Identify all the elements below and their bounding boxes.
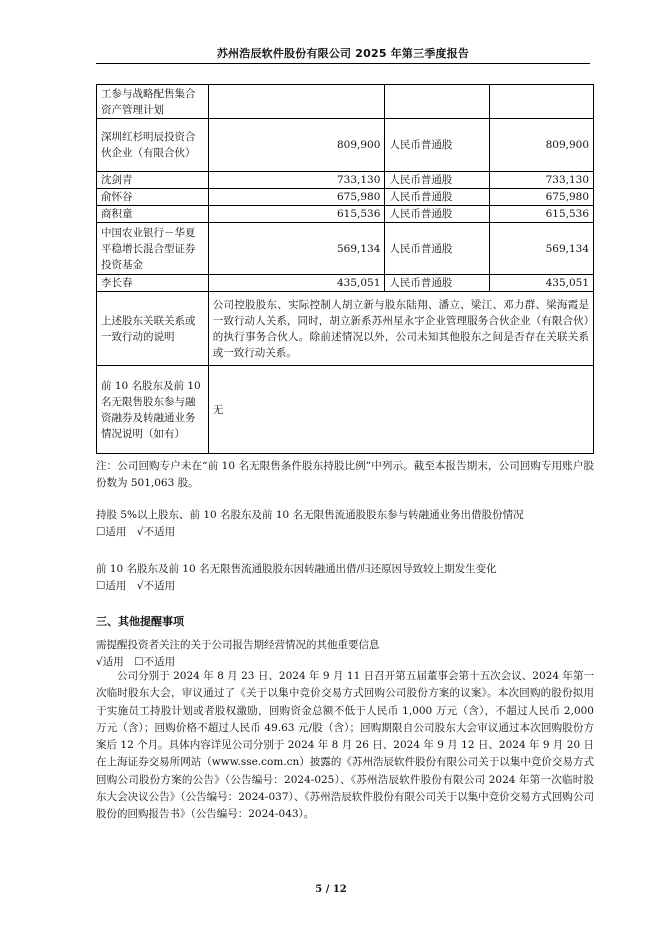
share-type: 人民币普通股 [385,189,490,206]
shares-held [208,85,385,119]
related-parties-text: 公司控股股东、实际控制人胡立新与股东陆翔、潘立、梁江、邓力群、梁海霞是一致行动人关系，同时，胡立新系苏州星永宇企业管理服务合伙企业（有限合伙）的执行事务合伙人。除前述情况以外，公司未知其他股东之间是否存在关联关系或一致行动关系。 [208,292,593,366]
table-footnote: 注：公司回购专户未在“前 10 名无限售条件股东持股比例”中列示。截至本报告期末，公司回购专用账户股份数为 501,063 股。 [96,460,594,489]
shareholder-table [96,84,594,454]
section-intro [96,637,594,671]
shareholder-name: 中国农业银行－华夏平稳增长混合型证券投资基金 [97,223,209,275]
table-row [97,85,594,119]
share-type: 人民币普通股 [385,119,490,172]
shares-held: 569,134 [208,223,385,275]
share-type: 人民币普通股 [385,172,490,189]
share-type: 人民币普通股 [385,206,490,223]
lending-change-options: ☐适用 √不适用 [96,580,176,592]
shares-held: 615,536 [208,206,385,223]
share-quantity: 809,900 [490,119,594,172]
shares-held: 809,900 [208,119,385,172]
shareholder-name: 俞怀谷 [97,189,209,206]
share-type [385,85,490,119]
lending-disclosure [96,507,594,541]
table-row [97,172,594,189]
shares-held: 733,130 [208,172,385,189]
share-quantity: 675,980 [490,189,594,206]
share-type: 人民币普通股 [385,223,490,275]
share-quantity: 569,134 [490,223,594,275]
section-intro-text: 需提醒投资者关注的关于公司报告期经营情况的其他重要信息 [96,639,380,651]
shareholder-name: 工参与战略配售集合资产管理计划 [97,85,209,119]
shares-held: 675,980 [208,189,385,206]
margin-trading-row [97,366,594,454]
header-divider [96,63,590,64]
shares-held: 435,051 [208,275,385,292]
lending-change-disclosure [96,561,594,595]
lending-disclosure-text: 持股 5%以上股东、前 10 名股东及前 10 名无限售流通股股东参与转融通业务出借股份情况 [96,509,524,521]
shareholder-name: 沈剑青 [97,172,209,189]
table-row [97,189,594,206]
share-type: 人民币普通股 [385,275,490,292]
shareholder-name: 商积童 [97,206,209,223]
report-header-title: 苏州浩辰软件股份有限公司 2025 年第三季度报告 [216,47,470,60]
buyback-paragraph: 公司分别于 2024 年 8 月 23 日、2024 年 9 月 11 日召开第五届董事会第十五次会议、2024 年第一次临时股东大会，审议通过了《关于以集中竞价交易方式回购公司股份方案的议案》。本次回购的股份拟用于实施员工持股计划或者股权激励，回购资金总额不低于人民币 1,000 万元（含），不超过人民币 2,000 万元（含）；回购价格不超过人民币 49.63 元/股（含）；回购期限自公司股东大会审议通过本次回购股份方案后 12 个月。具体内容详见公司分别于 2024 年 8 月 26 日、2024 年 9 月 12 日、2024 年 9 月 20 日在上海证券交易所网站（www.sse.com.cn）披露的《苏州浩辰软件股份有限公司关于以集中竞价交易方式回购公司股份方案的公告》（公告编号：2024-025）、《苏州浩辰软件股份有限公司 2024 年第一次临时股东大会决议公告》（公告编号：2024-037）、《苏州浩辰软件股份有限公司关于以集中竞价交易方式回购公司股份的回购报告书》（公告编号：2024-043）。 [96,670,594,821]
lending-disclosure-options: ☐适用 √不适用 [96,526,176,538]
shareholder-name: 李长春 [97,275,209,292]
table-row [97,206,594,223]
table-row [97,275,594,292]
page-number: 5 / 12 [315,884,347,895]
share-quantity: 733,130 [490,172,594,189]
section-title: 三、其他提醒事项 [96,615,184,628]
margin-trading-label: 前 10 名股东及前 10 名无限售股东参与融资融券及转融通业务情况说明（如有） [97,366,209,454]
share-quantity: 615,536 [490,206,594,223]
related-parties-row [97,292,594,366]
table-row [97,223,594,275]
margin-trading-text: 无 [208,366,593,454]
share-quantity: 435,051 [490,275,594,292]
table-row [97,119,594,172]
share-quantity [490,85,594,119]
shareholder-name: 深圳红杉明辰投资合伙企业（有限合伙） [97,119,209,172]
section-intro-options: √适用 ☐不适用 [96,656,176,668]
related-parties-label: 上述股东关联关系或一致行动的说明 [97,292,209,366]
lending-change-text: 前 10 名股东及前 10 名无限售流通股股东因转融通出借/归还原因导致较上期发生变化 [96,563,497,575]
